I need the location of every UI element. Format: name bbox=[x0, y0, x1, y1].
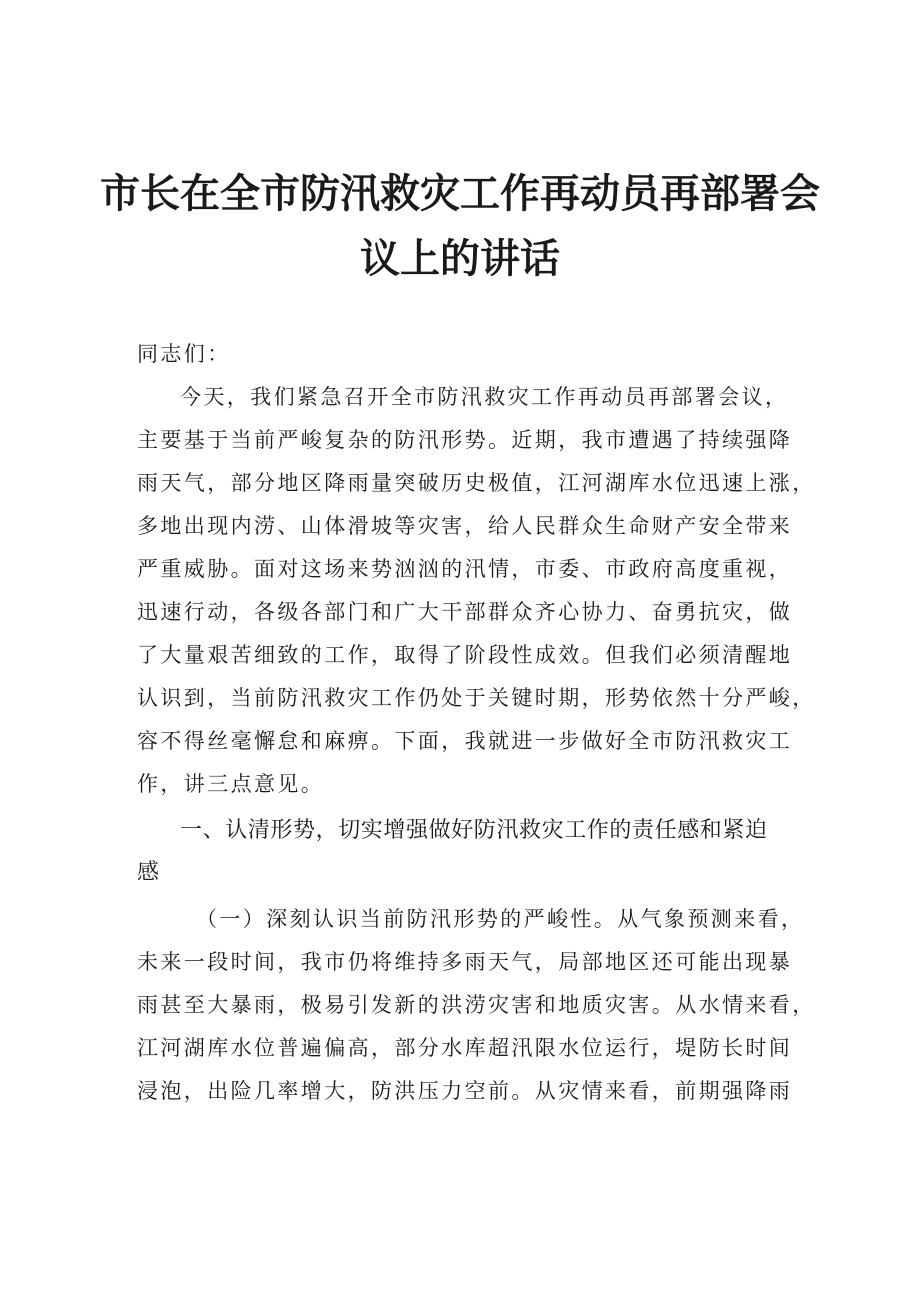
paragraph-line: 作，讲三点意见。 bbox=[137, 772, 325, 796]
paragraph-line: 容不得丝毫懈怠和麻痹。下面，我就进一步做好全市防汛救灾工 bbox=[137, 729, 793, 753]
paragraph-line: 江河湖库水位普遍偏高，部分水库超汛限水位运行，堤防长时间 bbox=[137, 1036, 793, 1060]
paragraph-line: 主要基于当前严峻复杂的防汛形势。近期，我市遭遇了持续强降 bbox=[137, 428, 793, 452]
document-title-line-2: 议上的讲话 bbox=[360, 236, 560, 282]
paragraph-line: 浸泡，出险几率增大，防洪压力空前。从灾情来看，前期强降雨 bbox=[137, 1079, 793, 1103]
salutation: 同志们： bbox=[137, 342, 231, 366]
paragraph-line: 多地出现内涝、山体滑坡等灾害，给人民群众生命财产安全带来 bbox=[137, 514, 793, 538]
paragraph-line: 严重威胁。面对这场来势汹汹的汛情，市委、市政府高度重视， bbox=[137, 557, 793, 581]
paragraph-line: （一）深刻认识当前防汛形势的严峻性。从气象预测来看， bbox=[196, 907, 805, 931]
document-title-line-1: 市长在全市防汛救灾工作再动员再部署会 bbox=[100, 171, 820, 217]
paragraph-line: 迅速行动，各级各部门和广大干部群众齐心协力、奋勇抗灾，做 bbox=[137, 600, 793, 624]
paragraph-line: 雨甚至大暴雨，极易引发新的洪涝灾害和地质灾害。从水情来看， bbox=[137, 993, 816, 1017]
paragraph-line: 了大量艰苦细致的工作，取得了阶段性成效。但我们必须清醒地 bbox=[137, 643, 793, 667]
paragraph-line: 未来一段时间，我市仍将维持多雨天气，局部地区还可能出现暴 bbox=[137, 950, 793, 974]
paragraph-line: 今天，我们紧急召开全市防汛救灾工作再动员再部署会议， bbox=[180, 385, 789, 409]
paragraph-line: 雨天气，部分地区降雨量突破历史极值，江河湖库水位迅速上涨， bbox=[137, 471, 816, 495]
section-heading-line-2: 感 bbox=[137, 860, 160, 885]
paragraph-line: 认识到，当前防汛救灾工作仍处于关键时期，形势依然十分严峻， bbox=[137, 686, 816, 710]
section-heading-line-1: 一、认清形势，切实增强做好防汛救灾工作的责任感和紧迫 bbox=[180, 818, 768, 843]
